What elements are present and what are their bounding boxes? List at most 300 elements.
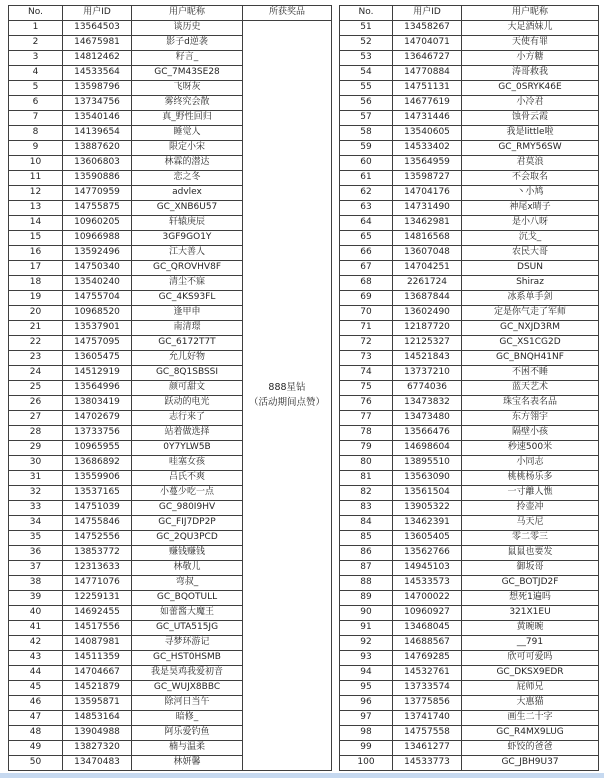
user-id-cell: 13468045 [393,621,462,636]
table-row [340,291,599,306]
nickname-cell: 一寸離人憔 [462,486,599,501]
nickname-cell: 弯叔_ [132,576,243,591]
table-row [340,726,599,741]
no-cell: 91 [340,621,393,636]
user-id-cell: 13564959 [393,156,462,171]
table-row [340,231,599,246]
no-cell: 27 [9,411,63,426]
user-id-cell: 14704251 [393,261,462,276]
no-cell: 78 [340,426,393,441]
table-row [340,711,599,726]
nickname-cell: 不会取名 [462,171,599,186]
nickname-cell: GC_BQOTULL [132,591,243,606]
user-id-cell: 14752556 [63,531,132,546]
nickname-cell: 我是昊鸡我爱初音 [132,666,243,681]
no-cell: 74 [340,366,393,381]
no-cell: 72 [340,336,393,351]
user-id-cell: 13564503 [63,21,132,36]
nickname-cell: 涛哥救我 [462,66,599,81]
header-row [9,6,332,21]
user-id-cell: 10960205 [63,216,132,231]
nickname-cell: 屁师兄 [462,681,599,696]
user-id-cell: 13470483 [63,756,132,771]
no-cell: 4 [9,66,63,81]
user-id-cell: 14770959 [63,186,132,201]
nickname-cell: 大惠猫 [462,696,599,711]
nickname-cell: GC_0SRYK46E [462,81,599,96]
user-id-cell: 13827320 [63,741,132,756]
user-id-cell: 14751131 [393,81,462,96]
no-cell: 22 [9,336,63,351]
no-cell: 83 [340,501,393,516]
no-cell: 5 [9,81,63,96]
table-row [340,111,599,126]
no-cell: 82 [340,486,393,501]
user-id-cell: 14533564 [63,66,132,81]
user-id-cell: 14731490 [393,201,462,216]
table-row [340,186,599,201]
no-cell: 17 [9,261,63,276]
user-id-cell: 12259131 [63,591,132,606]
user-id-cell: 14517556 [63,621,132,636]
nickname-cell: GC_BOTJD2F [462,576,599,591]
table-row [340,501,599,516]
no-cell: 81 [340,471,393,486]
no-cell: 97 [340,711,393,726]
no-cell: 41 [9,621,63,636]
nickname-cell: GC_WUJX8BBC [132,681,243,696]
user-id-cell: 14533573 [393,576,462,591]
nickname-cell: DSUN [462,261,599,276]
nickname-cell: 3GF9GO1Y [132,231,243,246]
user-id-cell: 14700022 [393,591,462,606]
no-cell: 95 [340,681,393,696]
user-id-cell: 14688567 [393,636,462,651]
table-row [340,396,599,411]
user-id-cell: 13853772 [63,546,132,561]
no-cell: 34 [9,516,63,531]
user-id-cell: 13462981 [393,216,462,231]
user-id-cell: 14702679 [63,411,132,426]
no-cell: 100 [340,756,393,771]
col-header-no: No. [340,6,393,21]
no-cell: 90 [340,606,393,621]
nickname-cell: advlex [132,186,243,201]
user-id-cell: 10966988 [63,231,132,246]
no-cell: 51 [340,21,393,36]
nickname-cell: 蓝天艺术 [462,381,599,396]
no-cell: 93 [340,651,393,666]
no-cell: 48 [9,726,63,741]
no-cell: 30 [9,456,63,471]
table-row [340,696,599,711]
user-id-cell: 14698604 [393,441,462,456]
user-id-cell: 14853164 [63,711,132,726]
nickname-cell: 天使有罪 [462,36,599,51]
no-cell: 88 [340,576,393,591]
user-id-cell: 13537165 [63,486,132,501]
nickname-cell: 江大善人 [132,246,243,261]
nickname-cell: GC_HST0HSMB [132,651,243,666]
no-cell: 26 [9,396,63,411]
no-cell: 92 [340,636,393,651]
user-id-cell: 10968520 [63,306,132,321]
prize-line1: 888星钻 [268,382,306,394]
nickname-cell: 清尘不寐 [132,276,243,291]
nickname-cell: 黄晼晼 [462,621,599,636]
user-id-cell: 14755875 [63,201,132,216]
user-id-cell: 14511359 [63,651,132,666]
user-id-cell: 14750340 [63,261,132,276]
user-id-cell: 13590886 [63,171,132,186]
table-row [340,81,599,96]
table-row [340,576,599,591]
no-cell: 1 [9,21,63,36]
user-id-cell: 14945103 [393,561,462,576]
col-header-no: No. [9,6,63,21]
table-row [340,381,599,396]
user-id-cell: 13605405 [393,531,462,546]
table-row [340,351,599,366]
no-cell: 69 [340,291,393,306]
user-id-cell: 14704176 [393,186,462,201]
user-id-cell: 14677619 [393,96,462,111]
nickname-cell: 睡觉人 [132,126,243,141]
user-id-cell: 13473832 [393,396,462,411]
user-id-cell: 13733756 [63,426,132,441]
table-row [340,21,599,36]
nickname-cell: GC_XNB6U57 [132,201,243,216]
no-cell: 23 [9,351,63,366]
tables-container [8,5,599,771]
nickname-cell: 影子d逆袭 [132,36,243,51]
user-id-cell: 14769285 [393,651,462,666]
no-cell: 87 [340,561,393,576]
nickname-cell: 志行来了 [132,411,243,426]
user-id-cell: 14139654 [63,126,132,141]
nickname-cell: 鼠鼠也要发 [462,546,599,561]
user-id-cell: 13563090 [393,471,462,486]
no-cell: 70 [340,306,393,321]
nickname-cell: GC_JBH9U37 [462,756,599,771]
table-row [340,246,599,261]
no-cell: 19 [9,291,63,306]
nickname-cell: 我是little啦 [462,126,599,141]
nickname-cell: GC_NXJD3RM [462,321,599,336]
user-id-cell: 13540240 [63,276,132,291]
nickname-cell: 哇塞女孩 [132,456,243,471]
nickname-cell: 如蕾酱大魔王 [132,606,243,621]
no-cell: 14 [9,216,63,231]
user-id-cell: 13895510 [393,456,462,471]
user-id-cell: 13473480 [393,411,462,426]
user-id-cell: 14755846 [63,516,132,531]
user-id-cell: 13602490 [393,306,462,321]
nickname-cell: 是小八呀 [462,216,599,231]
nickname-cell: __791 [462,636,599,651]
table-row [340,546,599,561]
user-id-cell: 13461277 [393,741,462,756]
nickname-cell: 君莫浪 [462,156,599,171]
no-cell: 7 [9,111,63,126]
table-row [340,156,599,171]
nickname-cell: 雾终究会散 [132,96,243,111]
nickname-cell: 阿乐爱钓鱼 [132,726,243,741]
user-id-cell: 14757558 [393,726,462,741]
nickname-cell: 允儿好物 [132,351,243,366]
table-row [340,171,599,186]
no-cell: 10 [9,156,63,171]
table-row [340,651,599,666]
user-id-cell: 13540146 [63,111,132,126]
table-row [340,96,599,111]
no-cell: 59 [340,141,393,156]
nickname-cell: GC_2QU3PCD [132,531,243,546]
user-id-cell: 6774036 [393,381,462,396]
nickname-cell: 颜可甜文 [132,381,243,396]
nickname-cell: 农民大哥 [462,246,599,261]
nickname-cell: GC_DKSX9EDR [462,666,599,681]
user-id-cell: 14816568 [393,231,462,246]
no-cell: 20 [9,306,63,321]
col-header-user-id: 用户ID [393,6,462,21]
table-row [340,336,599,351]
nickname-cell: GC_980I9HV [132,501,243,516]
table-row [340,606,599,621]
no-cell: 46 [9,696,63,711]
nickname-cell: GC_7M43SE28 [132,66,243,81]
user-id-cell: 13646727 [393,51,462,66]
no-cell: 62 [340,186,393,201]
user-id-cell: 13592496 [63,246,132,261]
nickname-cell: 赚钱赚钱 [132,546,243,561]
no-cell: 50 [9,756,63,771]
user-id-cell: 13595871 [63,696,132,711]
table-row [340,486,599,501]
nickname-cell: 沉戈_ [462,231,599,246]
nickname-cell: 籽言_ [132,51,243,66]
user-id-cell: 10965955 [63,441,132,456]
no-cell: 2 [9,36,63,51]
nickname-cell: 跃动的电光 [132,396,243,411]
table-row [340,621,599,636]
nickname-cell: 逢甲申 [132,306,243,321]
no-cell: 63 [340,201,393,216]
no-cell: 8 [9,126,63,141]
no-cell: 33 [9,501,63,516]
window-bottom-edge [0,773,604,778]
user-id-cell: 14731446 [393,111,462,126]
table-row [340,216,599,231]
no-cell: 64 [340,216,393,231]
nickname-cell: 欣可可爱吗 [462,651,599,666]
no-cell: 79 [340,441,393,456]
user-id-cell: 13566476 [393,426,462,441]
table-row [340,126,599,141]
user-id-cell: 14532761 [393,666,462,681]
user-id-cell: 13537901 [63,321,132,336]
nickname-cell: GC_XS1CG2D [462,336,599,351]
table-row [340,456,599,471]
col-header-nickname: 用户昵称 [462,6,599,21]
user-id-cell: 14770884 [393,66,462,81]
prize-cell [243,21,332,771]
no-cell: 76 [340,396,393,411]
no-cell: 35 [9,531,63,546]
nickname-cell: GC_4KS93FL [132,291,243,306]
user-id-cell: 14533773 [393,756,462,771]
prize-line2: （活动期间点赞） [248,396,325,408]
no-cell: 40 [9,606,63,621]
nickname-cell: 林霖的潜达 [132,156,243,171]
no-cell: 6 [9,96,63,111]
no-cell: 89 [340,591,393,606]
table-row [340,426,599,441]
table-row [340,66,599,81]
no-cell: 67 [340,261,393,276]
no-cell: 12 [9,186,63,201]
user-id-cell: 13905322 [393,501,462,516]
user-id-cell: 14692455 [63,606,132,621]
no-cell: 61 [340,171,393,186]
no-cell: 55 [340,81,393,96]
user-id-cell: 13598727 [393,171,462,186]
nickname-cell: GC_8Q1SBSSI [132,366,243,381]
nickname-cell: 南清璟 [132,321,243,336]
nickname-cell: 小同志 [462,456,599,471]
no-cell: 77 [340,411,393,426]
no-cell: 9 [9,141,63,156]
user-id-cell: 14521843 [393,351,462,366]
no-cell: 21 [9,321,63,336]
no-cell: 80 [340,456,393,471]
user-id-cell: 14757095 [63,336,132,351]
user-id-cell: 14704071 [393,36,462,51]
user-id-cell: 13734756 [63,96,132,111]
nickname-cell: 珠宝名表名品 [462,396,599,411]
no-cell: 86 [340,546,393,561]
user-id-cell: 13540605 [393,126,462,141]
nickname-cell: 0Y7YLW5B [132,441,243,456]
table-row [340,261,599,276]
user-id-cell: 14533402 [393,141,462,156]
user-id-cell: 13737210 [393,366,462,381]
nickname-cell: 小蔓少吃一点 [132,486,243,501]
nickname-cell: 小冷君 [462,96,599,111]
no-cell: 37 [9,561,63,576]
nickname-cell: 神尾x晴子 [462,201,599,216]
user-id-cell: 13564996 [63,381,132,396]
user-id-cell: 13904988 [63,726,132,741]
user-id-cell: 13462391 [393,516,462,531]
table-row [340,471,599,486]
nickname-cell: 恋之冬 [132,171,243,186]
nickname-cell: 寻梦环游记 [132,636,243,651]
nickname-cell: 隔壁小孩 [462,426,599,441]
no-cell: 31 [9,471,63,486]
no-cell: 54 [340,66,393,81]
user-id-cell: 12313633 [63,561,132,576]
table-row [340,321,599,336]
winners-table-right [339,5,599,771]
nickname-cell: 轩辕庚辰 [132,216,243,231]
user-id-cell: 14751039 [63,501,132,516]
user-id-cell: 13741740 [393,711,462,726]
table-row [340,411,599,426]
no-cell: 96 [340,696,393,711]
nickname-cell: Shiraz [462,276,599,291]
no-cell: 43 [9,651,63,666]
nickname-cell: GC_R4MX9LUG [462,726,599,741]
user-id-cell: 14087981 [63,636,132,651]
no-cell: 68 [340,276,393,291]
nickname-cell: 零二零三 [462,531,599,546]
nickname-cell: 林妍馨 [132,756,243,771]
no-cell: 57 [340,111,393,126]
nickname-cell: 小方糖 [462,51,599,66]
nickname-cell: 丶小鸠 [462,186,599,201]
user-id-cell: 12187720 [393,321,462,336]
col-header-nickname: 用户昵称 [132,6,243,21]
table-row [340,531,599,546]
header-row [340,6,599,21]
table-row [9,21,332,36]
user-id-cell: 13775856 [393,696,462,711]
table-row [340,141,599,156]
no-cell: 42 [9,636,63,651]
nickname-cell: 蚀骨云霞 [462,111,599,126]
user-id-cell: 13687844 [393,291,462,306]
no-cell: 13 [9,201,63,216]
user-id-cell: 13559906 [63,471,132,486]
user-id-cell: 14675981 [63,36,132,51]
user-id-cell: 14812462 [63,51,132,66]
table-row [340,591,599,606]
nickname-cell: 站着做选择 [132,426,243,441]
table-row [340,666,599,681]
nickname-cell: GC_6172T7T [132,336,243,351]
no-cell: 56 [340,96,393,111]
nickname-cell: 林敬儿 [132,561,243,576]
table-row [340,441,599,456]
table-row [340,366,599,381]
no-cell: 73 [340,351,393,366]
no-cell: 52 [340,36,393,51]
user-id-cell: 12125327 [393,336,462,351]
table-row [340,516,599,531]
user-id-cell: 13887620 [63,141,132,156]
table-row [340,636,599,651]
user-id-cell: 13458267 [393,21,462,36]
nickname-cell: GC_QROVHV8F [132,261,243,276]
user-id-cell: 14771076 [63,576,132,591]
nickname-cell: 想死1遍吗 [462,591,599,606]
nickname-cell: 马天尼 [462,516,599,531]
table-row [340,201,599,216]
table-row [340,756,599,771]
nickname-cell: 真_野性回归 [132,111,243,126]
no-cell: 71 [340,321,393,336]
user-id-cell: 10960927 [393,606,462,621]
no-cell: 47 [9,711,63,726]
no-cell: 16 [9,246,63,261]
nickname-cell: 冰系单手剑 [462,291,599,306]
no-cell: 58 [340,126,393,141]
nickname-cell: GC_BNQH41NF [462,351,599,366]
user-id-cell: 13686892 [63,456,132,471]
nickname-cell: 飞呀灰 [132,81,243,96]
user-id-cell: 13605475 [63,351,132,366]
